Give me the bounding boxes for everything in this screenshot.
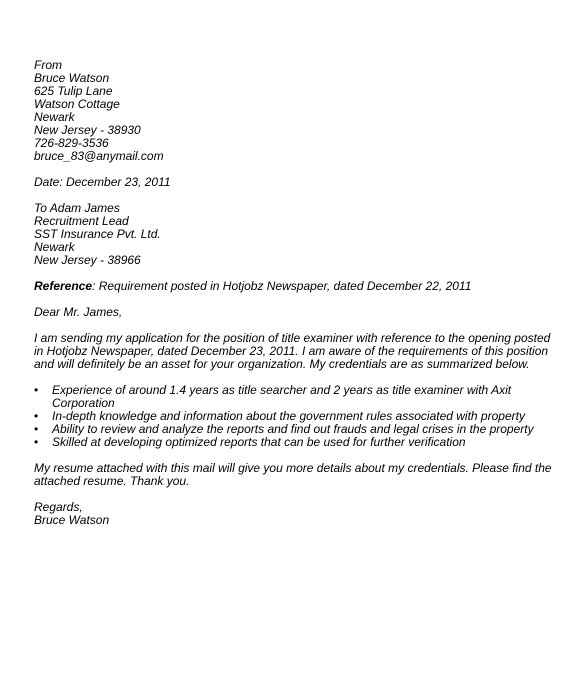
recipient-block: [34, 202, 534, 267]
bullet-icon: •: [34, 409, 39, 423]
sender-state-zip: New Jersey - 38930: [34, 123, 141, 137]
list-item-line: Skilled at developing optimized reports that can be used for further verification: [52, 435, 466, 449]
credentials-list: [34, 384, 534, 449]
intro-paragraph: [34, 331, 551, 371]
intro-line-3: and will definitely be an asset for your organization. My credentials are as summarized below.: [34, 357, 530, 371]
signoff-regards: Regards,: [34, 500, 83, 514]
closing-line-1: My resume attached with this mail will give you more details about my credentials. Please find the: [34, 461, 552, 475]
sender-email: bruce_83@anymail.com: [34, 149, 164, 163]
intro-line-2: in Hotjobz Newspaper, dated December 23, 2011. I am aware of the requirements of this position: [34, 344, 549, 358]
letter-date: Date: December 23, 2011: [34, 175, 171, 189]
sender-name: Bruce Watson: [34, 71, 110, 85]
sender-heading: From: [34, 58, 62, 72]
sender-street: 625 Tulip Lane: [34, 84, 113, 98]
sender-block: [34, 59, 534, 163]
bullet-icon: •: [34, 422, 39, 436]
intro-line-1: I am sending my application for the position of title examiner with reference to the opening posted: [34, 331, 551, 345]
list-item-line: In-depth knowledge and information about the government rules associated with property: [52, 409, 525, 423]
sender-house: Watson Cottage: [34, 97, 120, 111]
list-item: [34, 436, 534, 449]
reference-line: [34, 280, 534, 293]
recipient-to-line: To Adam James: [34, 201, 120, 215]
list-item-line: Experience of around 1.4 years as title searcher and 2 years as title examiner with Axit: [52, 383, 512, 397]
closing-paragraph: [34, 461, 552, 488]
bullet-icon: •: [34, 435, 39, 449]
sender-phone: 726-829-3536: [34, 136, 109, 150]
list-item: [34, 384, 534, 410]
recipient-title: Recruitment Lead: [34, 214, 129, 228]
recipient-state-zip: New Jersey - 38966: [34, 253, 141, 267]
recipient-city: Newark: [34, 240, 75, 254]
list-item-line: Corporation: [52, 396, 115, 410]
list-item-line: Ability to review and analyze the reports and find out frauds and legal crises in the property: [52, 422, 534, 436]
bullet-icon: •: [34, 383, 39, 397]
closing-line-2: attached resume. Thank you.: [34, 474, 190, 488]
salutation: Dear Mr. James,: [34, 305, 123, 319]
signoff-block: [34, 501, 534, 527]
reference-label: Reference: [34, 279, 93, 293]
cover-letter: [34, 58, 552, 527]
spacer: [34, 488, 534, 501]
recipient-company: SST Insurance Pvt. Ltd.: [34, 227, 161, 241]
reference-text: : Requirement posted in Hotjobz Newspaper, dated December 22, 2011: [92, 279, 472, 293]
signoff-name: Bruce Watson: [34, 513, 110, 527]
sender-city: Newark: [34, 110, 75, 124]
